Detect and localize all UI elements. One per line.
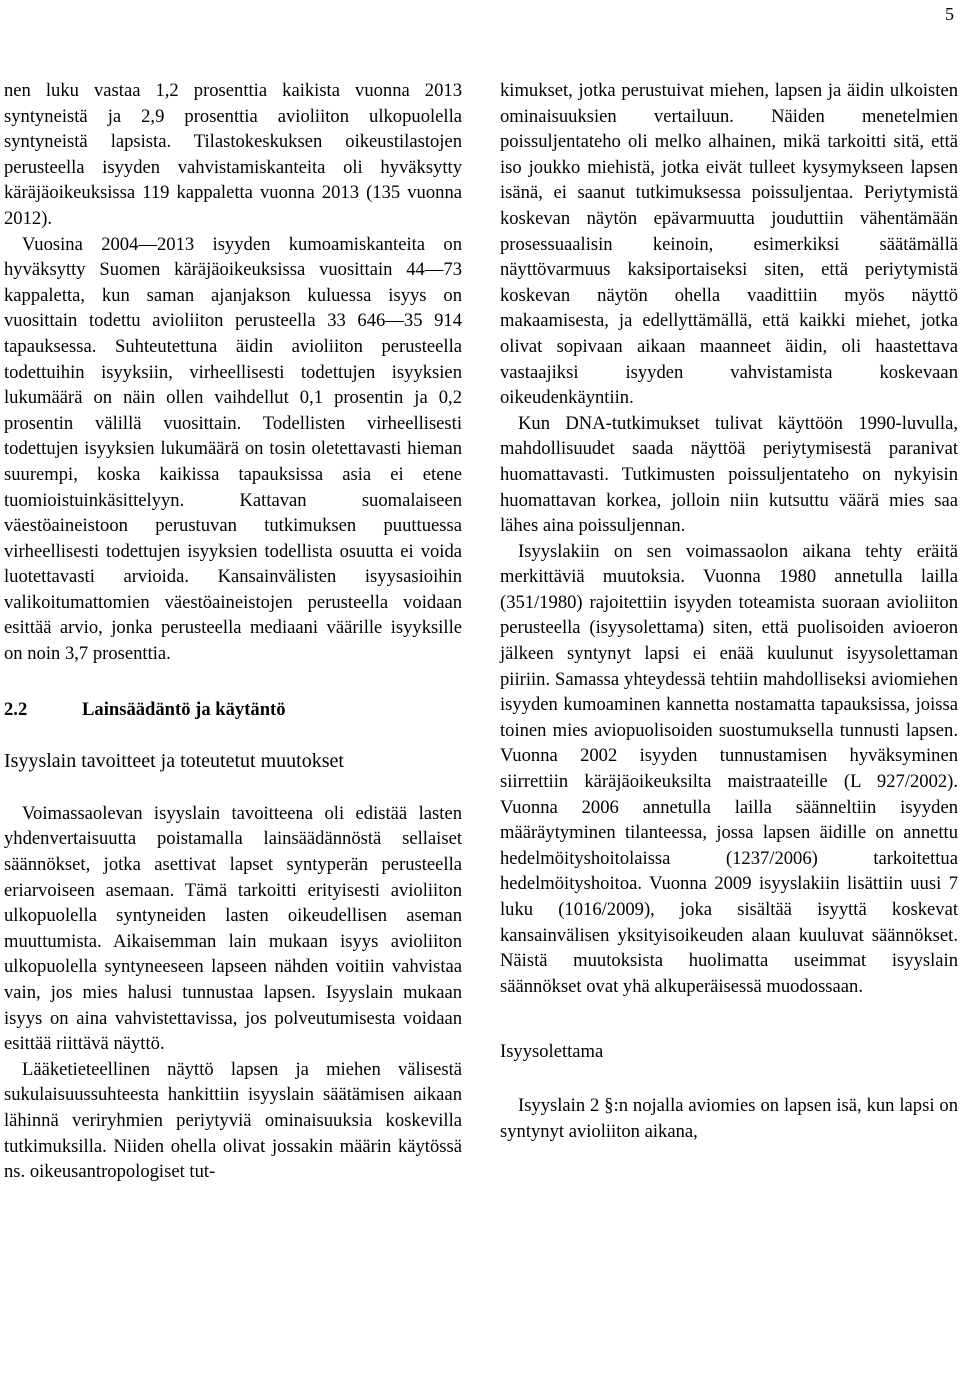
paragraph: Isyyslakiin on sen voimassaolon aikana tehty eräitä merkittäviä muutoksia. Vuonna 1980 annetulla lailla (351/1980) rajoitettiin isyyden toteamista suoraan avioliiton perusteella (isyysolettama) siten, että puolisoiden avioeron jälkeen syntynyt lapsi ei enää kuulunut isyysolettaman piiriin. Samassa yhteydessä tehtiin mahdolliseksi aviomiehen isyyden kumoaminen kannetta nostamatta tapauksissa, joissa toinen mies aviopuolisoiden suostumuksella tunnusti lapsen. Vuonna 2002 isyyden tunnustamisen hyväksyminen siirrettiin käräjäoikeuksilta maistraateille (L 927/2002). Vuonna 2006 annetulla lailla säänneltiin isyyden määräytyminen tilanteessa, jossa lapsen äidille on annettu hedelmöityshoitolaissa (1237/2006) tarkoitettua hedelmöityshoitoa. Vuonna 2009 isyyslakiin lisättiin uusi 7 luku (1016/2009), joka sisältää isyyttä koskevat kansainvälisen yksityisoikeuden alaan kuuluvat säännökset. Näistä muutoksista huolimatta useimmat isyyslain säännökset ovat yhä alkuperäisessä muodossaan. [500, 540, 958, 997]
subheading: Isyysolettama [500, 1041, 604, 1063]
subheading: Isyyslain tavoitteet ja toteutetut muutokset [4, 750, 344, 773]
paragraph: Vuosina 2004—2013 isyyden kumoamiskanteita on hyväksytty Suomen käräjäoikeuksissa vuosittain 44—73 kappaletta, kun saman ajanjakson kuluessa isyys on vuosittain todettu avioliiton perusteella 33 646—35 914 tapauksessa. Suhteutettuna äidin avioliiton perusteella todettuihin isyyksiin, virheellisesti todettujen isyyksien lukumäärä on näin ollen vaihdellut 0,1 prosentin ja 0,2 prosentin välillä vuosittain. Todellisten virheellisesti todettujen isyyksien lukumäärä on tosin oletettavasti hieman suurempi, koska kaikissa tapauksissa asia ei etene tuomioistuinkäsittelyyn. Kattavan suomalaiseen väestöaineistoon perustuvan tutkimuksen puuttuessa virheellisesti todettujen isyyksien todellista osuutta ei voida luotettavasti arvioida. Kansainvälisten isyysasioihin valikoitumattomien väestöaineistojen perusteella voidaan esittää arvio, jonka perusteella mediaani väärille isyyksille on noin 3,7 prosenttia. [4, 233, 462, 665]
paragraph: Kun DNA-tutkimukset tulivat käyttöön 1990-luvulla, mahdollisuudet saada näyttöä periytymisestä paranivat huomattavasti. Tutkimusten poissuljentateho on nykyisin huomattavan korkea, jolloin niin kutsuttu väärä mies saa lähes aina poissuljennan. [500, 412, 958, 537]
paragraph: Lääketieteellinen näyttö lapsen ja miehen välisestä sukulaisuussuhteesta hankittiin isyyslain säätämisen aikaan lähinnä veriryhmien periytyviä ominaisuuksia koskevilla tutkimuksilla. Niiden ohella olivat jossakin määrin käytössä ns. oikeusantropologiset tut- [4, 1058, 462, 1183]
paragraph: kimukset, jotka perustuivat miehen, lapsen ja äidin ulkoisten ominaisuuksien vertailuun. Näiden menetelmien poissuljentateho oli melko alhainen, mikä tarkoitti sitä, että iso joukko miehistä, jotka eivät tulleet kysymykseen lapsen isänä, ei saanut tutkimuksessa poissuljentaa. Periytymistä koskevan näytön epävarmuutta jouduttiin vähentämään prosessuaalisin keinoin, esimerkiksi säätämällä näyttövarmuus kaksiportaiseksi siten, että periytymistä koskevan näytön ohella vaadittiin myös näyttö makaamisesta, ja edellyttämällä, että kaikki miehet, jotka olivat sopivaan aikaan maanneet äidin, oli haastettava vastaajiksi isyyden vahvistamista koskevaan oikeudenkäyntiin. [500, 80, 958, 409]
section-heading [4, 697, 462, 723]
right-column [500, 78, 958, 1144]
page-number: 5 [945, 4, 954, 24]
section-title: Lainsäädäntö ja käytäntö [82, 698, 286, 720]
left-column [4, 78, 462, 1185]
paragraph: Isyyslain 2 §:n nojalla aviomies on lapsen isä, kun lapsi on syntynyt avioliiton aikana, [500, 1094, 958, 1142]
section-number: 2.2 [4, 698, 28, 720]
paragraph: nen luku vastaa 1,2 prosenttia kaikista vuonna 2013 syntyneistä ja 2,9 prosenttia avioliiton ulkopuolella syntyneistä lapsista. Tilastokeskuksen oikeustilastojen perusteella isyyden vahvistamiskanteita oli hyväksytty käräjäoikeuksissa 119 kappaletta vuonna 2013 (135 vuonna 2012). [4, 80, 462, 229]
paragraph: Voimassaolevan isyyslain tavoitteena oli edistää lasten yhdenvertaisuutta poistamalla lainsäädännöstä sellaiset säännökset, jotka asettivat lapset syntyperän perusteella eriarvoiseen asemaan. Tämä tarkoitti erityisesti avioliiton ulkopuolella syntyneiden lasten oikeudellisen aseman muuttumista. Aikaisemman lain mukaan isyys avioliiton ulkopuolella syntyneeseen lapseen nähden voitiin vahvistaa vain, jos mies halusi tunnustaa lapsen. Isyyslain mukaan isyys on aina vahvistettavissa, jos polveutumisesta voidaan esittää riittävä näyttö. [4, 802, 462, 1055]
